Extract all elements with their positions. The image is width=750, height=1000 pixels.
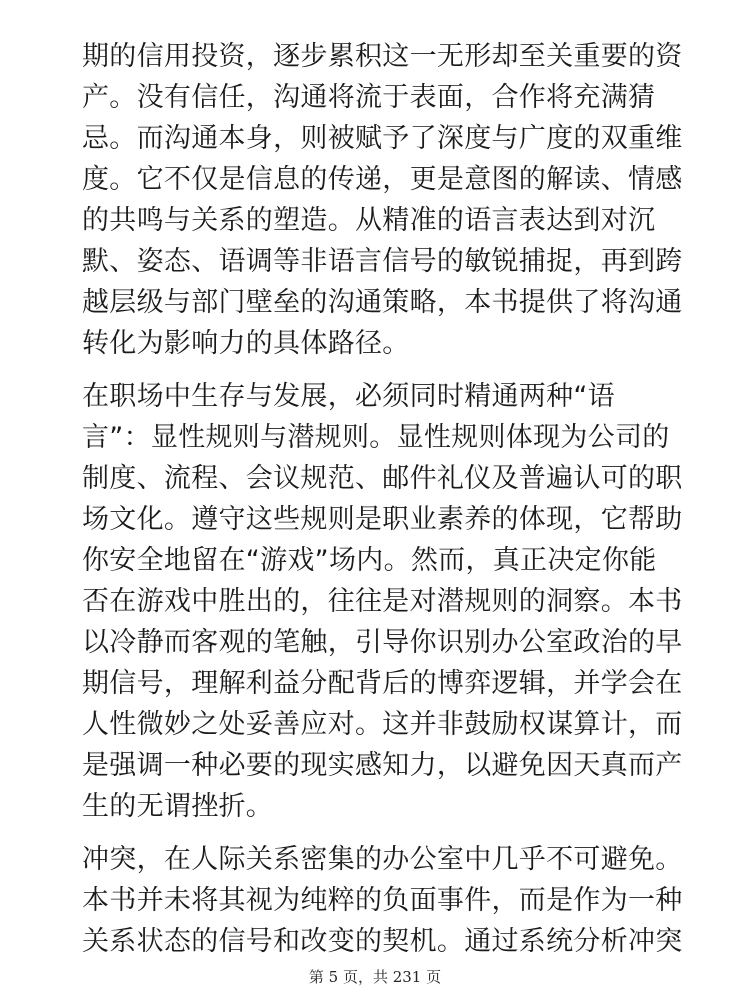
paragraph-1 xyxy=(82,36,683,364)
text-line: 以冷静而客观的笔触，引导你识别办公室政治的早 xyxy=(82,627,683,658)
paragraph-2 xyxy=(82,376,683,827)
text-line: 生的无谓挫折。 xyxy=(82,791,274,822)
text-line: 冲突，在人际关系密集的办公室中几乎不可避免。 xyxy=(82,844,683,875)
paragraph-3 xyxy=(82,839,683,962)
text-line: 关系状态的信号和改变的契机。通过系统分析冲突 xyxy=(82,926,683,957)
text-line: 默、姿态、语调等非语言信号的敏锐捕捉，再到跨 xyxy=(82,246,683,277)
text-line: 转化为影响力的具体路径。 xyxy=(82,328,410,359)
page-number-footer: 第 5 页，共 231 页 xyxy=(308,968,442,986)
text-line: 在职场中生存与发展，必须同时精通两种“语 xyxy=(82,381,615,412)
text-line: 的共鸣与关系的塑造。从精准的语言表达到对沉 xyxy=(82,205,656,236)
text-line: 产。没有信任，沟通将流于表面，合作将充满猜 xyxy=(82,82,656,113)
text-line: 是强调一种必要的现实感知力，以避免因天真而产 xyxy=(82,750,683,781)
text-line: 期的信用投资，逐步累积这一无形却至关重要的资 xyxy=(82,41,683,72)
text-line: 言”：显性规则与潜规则。显性规则体现为公司的 xyxy=(82,422,670,453)
text-line: 制度、流程、会议规范、邮件礼仪及普遍认可的职 xyxy=(82,463,683,494)
text-line: 度。它不仅是信息的传递，更是意图的解读、情感 xyxy=(82,164,683,195)
text-line: 场文化。遵守这些规则是职业素养的体现，它帮助 xyxy=(82,504,683,535)
text-line: 忌。而沟通本身，则被赋予了深度与广度的双重维 xyxy=(82,123,683,154)
text-line: 否在游戏中胜出的，往往是对潜规则的洞察。本书 xyxy=(82,586,683,617)
text-line: 你安全地留在“游戏”场内。然而，真正决定你能 xyxy=(82,545,657,576)
text-line: 期信号，理解利益分配背后的博弈逻辑，并学会在 xyxy=(82,668,683,699)
body-text xyxy=(82,36,683,974)
text-line: 越层级与部门壁垒的沟通策略，本书提供了将沟通 xyxy=(82,287,683,318)
text-line: 人性微妙之处妥善应对。这并非鼓励权谋算计，而 xyxy=(82,709,683,740)
text-line: 本书并未将其视为纯粹的负面事件，而是作为一种 xyxy=(82,885,683,916)
